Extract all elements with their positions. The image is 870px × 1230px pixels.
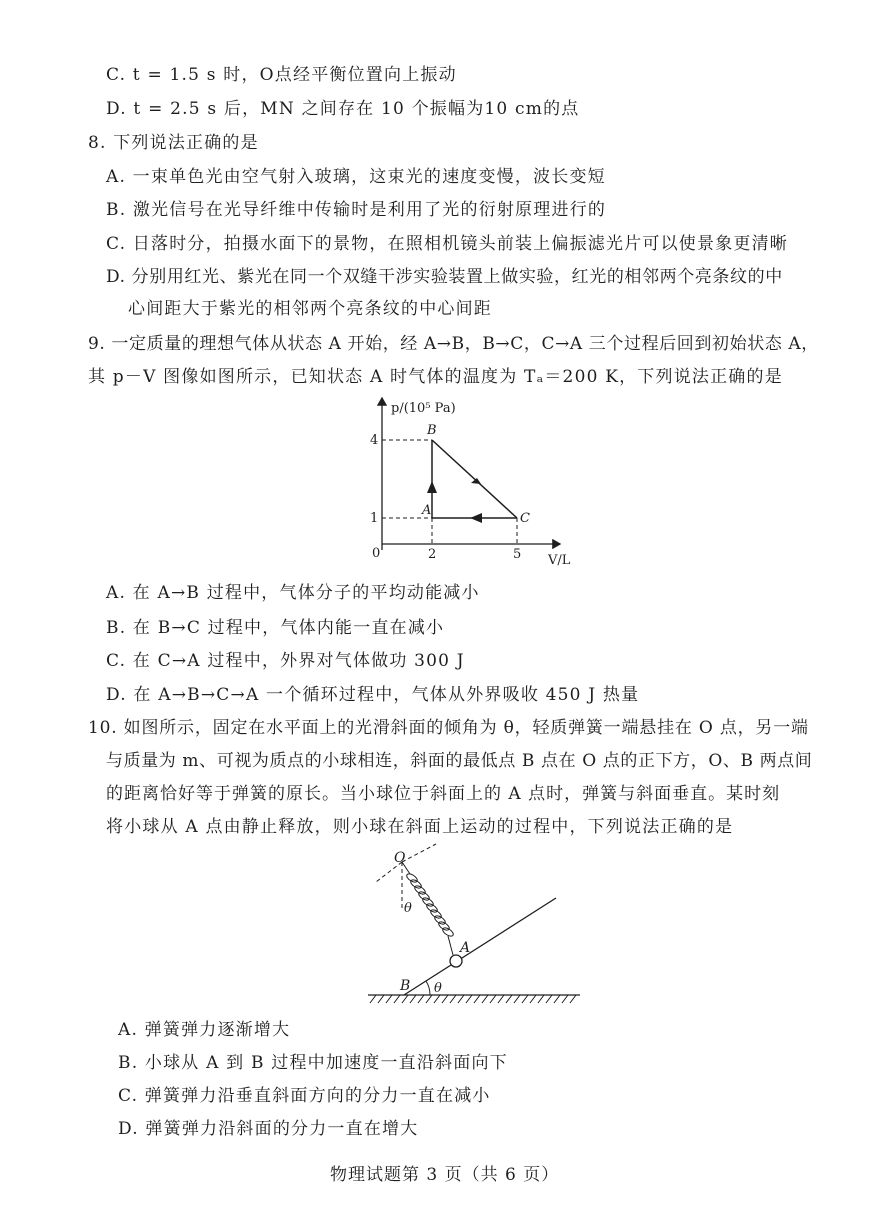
q10-option-b: B. 小球从 A 到 B 过程中加速度一直沿斜面向下: [118, 1053, 508, 1073]
q9-option-a: A. 在 A→B 过程中，气体分子的平均动能减小: [106, 583, 480, 603]
point-label-b: B: [427, 423, 437, 438]
q10-stem-line1: 10. 如图所示，固定在水平面上的光滑斜面的倾角为 θ，轻质弹簧一端悬挂在 O 点，另一端: [88, 718, 809, 738]
x-tick-5: 5: [513, 547, 522, 562]
q10-option-d: D. 弹簧弹力沿斜面的分力一直在增大: [118, 1119, 419, 1139]
ball: [450, 955, 462, 967]
x-tick-2: 2: [428, 547, 437, 562]
guide-o-ceiling: [402, 844, 436, 862]
q7-option-c: C. t = 1.5 s 时，O点经平衡位置向上振动: [106, 65, 457, 85]
arrow-a-b: [427, 481, 437, 493]
y-tick-4: 4: [370, 433, 379, 448]
q9-option-b: B. 在 B→C 过程中，气体内能一直在减小: [106, 618, 445, 638]
incline-surface: [404, 898, 556, 995]
q8-option-b: B. 激光信号在光导纤维中传输时是利用了光的衍射原理进行的: [106, 200, 607, 220]
q9-option-c: C. 在 C→A 过程中，外界对气体做功 300 J: [106, 651, 465, 671]
angle-arc-bottom: [426, 981, 430, 995]
label-o: O: [394, 850, 406, 866]
y-tick-1: 1: [370, 511, 379, 526]
q9-option-d: D. 在 A→B→C→A 一个循环过程中，气体从外界吸收 450 J 热量: [106, 685, 640, 705]
q10-stem-line4: 将小球从 A 点由静止释放，则小球在斜面上运动的过程中，下列说法正确的是: [106, 817, 734, 837]
label-theta-top: θ: [404, 901, 412, 916]
q10-stem-line3: 的距离恰好等于弹簧的原长。当小球位于斜面上的 A 点时，弹簧与斜面垂直。某时刻: [106, 784, 781, 804]
q9-stem-line1: 9. 一定质量的理想气体从状态 A 开始，经 A→B，B→C，C→A 三个过程后回到初始状态 A，: [88, 334, 819, 354]
origin-label: 0: [372, 546, 381, 561]
q10-option-a: A. 弹簧弹力逐渐增大: [118, 1020, 291, 1040]
page-footer: 物理试题第 3 页（共 6 页）: [330, 1165, 560, 1185]
label-b: B: [400, 978, 411, 994]
x-axis-label: V/L: [548, 553, 571, 568]
q9-stem-line2: 其 p－V 图像如图所示，已知状态 A 时气体的温度为 Tₐ＝200 K，下列说法正确的是: [88, 367, 783, 387]
pv-diagram: [360, 392, 580, 570]
q8-option-c: C. 日落时分，拍摄水面下的景物，在照相机镜头前装上偏振滤光片可以使景象更清晰: [106, 234, 789, 254]
point-label-a: A: [422, 503, 432, 518]
ground-hatch: [370, 995, 576, 1003]
y-axis-label: p/(10⁵ Pa): [391, 401, 456, 416]
q7-option-d: D. t = 2.5 s 后，MN 之间存在 10 个振幅为10 cm的点: [106, 99, 580, 119]
label-a: A: [460, 940, 471, 956]
q10-stem-line2: 与质量为 m、可视为质点的小球相连，斜面的最低点 B 点在 O 点的正下方，O、B 两点间: [106, 751, 813, 771]
arrow-c-a: [470, 513, 482, 523]
label-theta-bottom: θ: [434, 981, 442, 996]
q8-option-d-line1: D. 分别用红光、紫光在同一个双缝干涉实验装置上做实验，红光的相邻两个亮条纹的中: [106, 267, 783, 287]
incline-spring-diagram: [360, 840, 590, 1010]
arrow-b-c: [471, 478, 481, 484]
point-label-c: C: [520, 511, 530, 526]
process-b-c: [432, 440, 517, 518]
q8-option-d-line2: 心间距大于紫光的相邻两个亮条纹的中心间距: [128, 299, 492, 319]
q8-stem: 8. 下列说法正确的是: [88, 133, 259, 153]
q8-option-a: A. 一束单色光由空气射入玻璃，这束光的速度变慢，波长变短: [106, 167, 606, 187]
q10-option-c: C. 弹簧弹力沿垂直斜面方向的分力一直在减小: [118, 1086, 491, 1106]
